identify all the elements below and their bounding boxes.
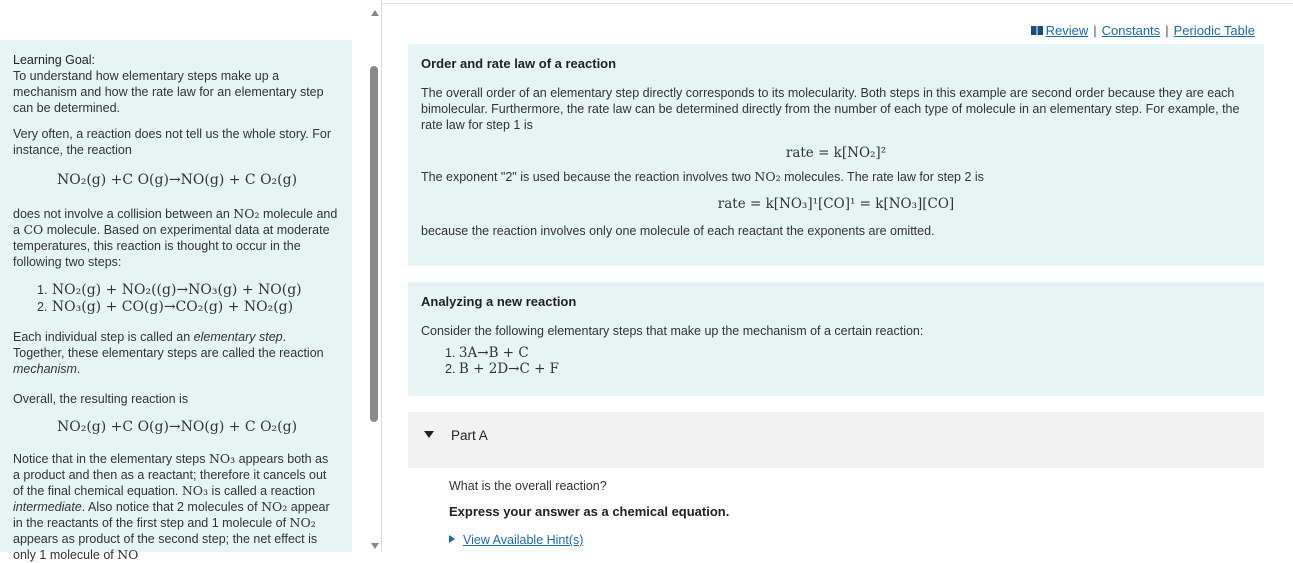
learning-goal-panel: [0, 40, 352, 562]
intermediate-paragraph: Notice that in the elementary steps NO₃ appears both as a product and then as a reactant; therefore it cancels out of the final chemical equation. NO₃ is called a reaction intermediate. Also notice that 2 molecules of NO₂ appear in the reactants of the first step and 1 molecule of NO₂ appears as product of the second step; the net effect is only 1 molecule of NO: [13, 451, 330, 562]
box-title: Order and rate law of a reaction: [421, 56, 617, 71]
order-rate-law-box: [408, 44, 1264, 266]
exponent-paragraph: The exponent "2" is used because the reaction involves two NO₂ molecules. The rate law for step 2 is: [421, 169, 984, 184]
part-a-label: Part A: [451, 428, 488, 443]
part-a-header[interactable]: [408, 412, 1264, 468]
link-separator: |: [1093, 23, 1097, 38]
exponent-note: because the reaction involves only one molecule of each reactant the exponents are omitted.: [421, 224, 935, 238]
constants-link[interactable]: Constants: [1101, 23, 1161, 38]
top-border: [382, 3, 1293, 4]
overall-equation-2: NO₂(g) +C O(g)→NO(g) + C O₂(g): [57, 419, 298, 435]
goal-title: Learning Goal:: [13, 53, 96, 67]
step-1: 1. NO₂(g) + NO₂((g)→NO₃(g) + NO(g): [37, 282, 302, 298]
goal-text: To understand how elementary steps make up a mechanism and how the rate law for an elementary step can be determined.: [13, 69, 324, 115]
new-reaction-box: [408, 282, 1264, 396]
molecularity-paragraph: The overall order of an elementary step directly corresponds to its molecularity. Both steps in this example are second order because they are each bimolecular. Furthermore, the rate law can be determined directly from the number of each type of molecule in an elementary step. For example, the rate law for step 1 is: [421, 86, 1240, 132]
expand-arrow-icon: [449, 535, 455, 543]
scroll-up-arrow-icon[interactable]: [371, 10, 379, 16]
question-text: What is the overall reaction?: [449, 479, 607, 493]
box-title: Analyzing a new reaction: [421, 294, 577, 309]
collision-paragraph: does not involve a collision between an NO₂ molecule and a CO molecule. Based on experimental data at moderate temperatures, this reaction is thought to occur in the following two steps:: [13, 206, 338, 269]
scrollbar-thumb[interactable]: [370, 66, 378, 422]
collapse-arrow-icon[interactable]: [424, 431, 434, 438]
rate-law-step-2: rate = k[NO₃]¹[CO]¹ = k[NO₃][CO]: [717, 196, 955, 212]
periodic-table-link[interactable]: Periodic Table: [1173, 23, 1255, 38]
mechanism-steps: [37, 282, 338, 316]
new-step-1: 1. 3A→B + C: [445, 345, 529, 361]
elementary-step-paragraph: Each individual step is called an elementary step. Together, these elementary steps are called the reaction mechanism.: [13, 330, 324, 376]
new-mechanism-steps: [445, 345, 1251, 377]
book-icon: [1031, 26, 1043, 35]
pane-divider: [381, 0, 382, 552]
link-separator: |: [1165, 23, 1169, 38]
new-reaction-intro: Consider the following elementary steps that make up the mechanism of a certain reaction:: [421, 324, 924, 338]
intro-text: Very often, a reaction does not tell us the whole story. For instance, the reaction: [13, 127, 331, 157]
overall-intro: Overall, the resulting reaction is: [13, 392, 189, 406]
answer-instruction: Express your answer as a chemical equation.: [449, 504, 730, 519]
new-step-2: 2. B + 2D→C + F: [445, 361, 560, 377]
overall-equation: NO₂(g) +C O(g)→NO(g) + C O₂(g): [57, 172, 298, 188]
view-hints-link[interactable]: View Available Hint(s): [449, 533, 583, 547]
rate-law-step-1: rate = k[NO₂]²: [785, 145, 887, 161]
scroll-down-arrow-icon[interactable]: [371, 543, 379, 549]
resource-links: [1031, 23, 1255, 38]
review-link[interactable]: Review: [1031, 23, 1089, 38]
step-2: 2. NO₃(g) + CO(g)→CO₂(g) + NO₂(g): [37, 299, 294, 315]
